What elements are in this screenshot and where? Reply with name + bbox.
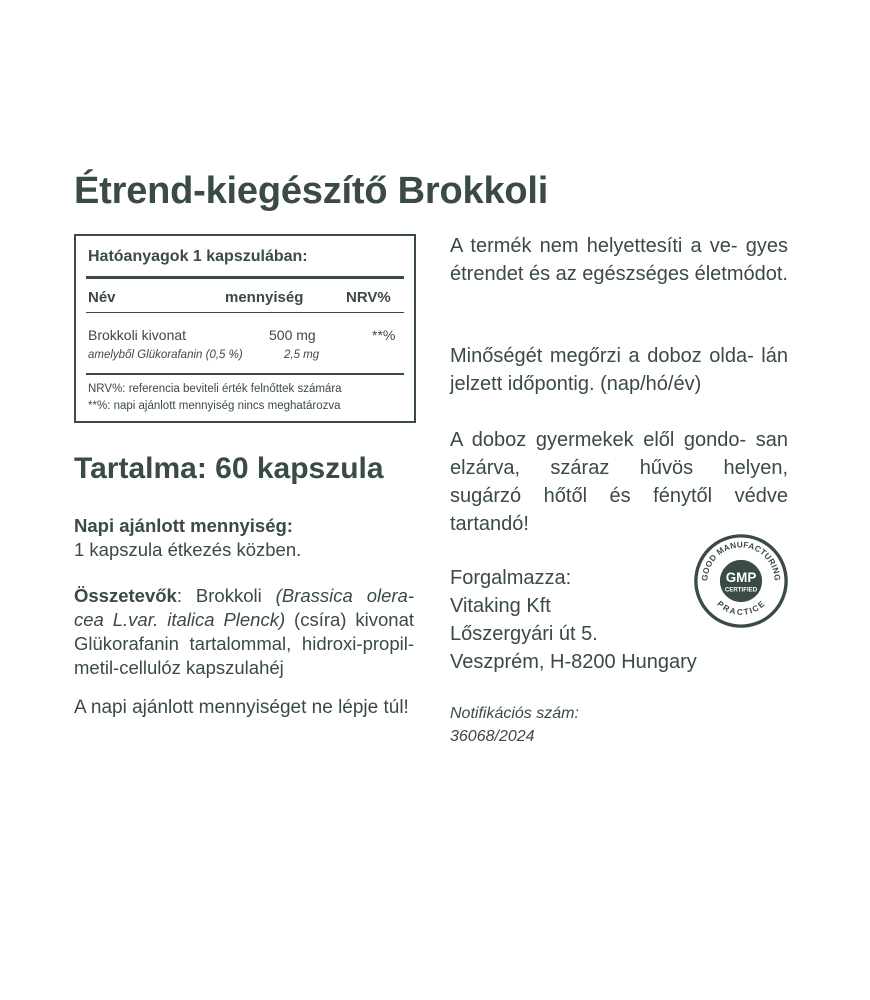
row-amount: 2,5 mg <box>284 349 320 361</box>
distributor-street: Lőszergyári út 5. <box>450 623 598 645</box>
gmp-certified-badge <box>693 533 789 629</box>
row-name: amelyből Glükorafanin (0,5 %) <box>88 349 243 361</box>
distributor-label: Forgalmazza: <box>450 567 572 589</box>
badge-ring-bottom-text: PRACTICE <box>715 599 767 617</box>
storage-date-note: Minőségét megőrzi a doboz olda- lán jelzett időpontig. (nap/hó/év) <box>450 345 788 395</box>
ingredients-sep: : Brokkoli <box>176 585 276 606</box>
storage-instructions: A doboz gyermekek elől gondo- san elzárva, száraz hűvös helyen, sugárzó hőtől és fénytől védve tartandó! <box>450 429 788 535</box>
nutrition-heading: Hatóanyagok 1 kapszulában: <box>88 248 308 265</box>
contents-heading: Tartalma: 60 kapszula <box>74 452 384 485</box>
distributor-name: Vitaking Kft <box>450 595 551 617</box>
badge-certified-text: CERTIFIED <box>724 586 758 594</box>
distributor-city: Veszprém, H-8200 Hungary <box>450 651 697 673</box>
page-title: Étrend-kiegészítő Brokkoli <box>74 170 549 212</box>
ingredients-rest: (csíra) kivonat Glükorafanin tartalommal, hidroxi-propil- metil-cellulóz kapszulahéj <box>74 609 414 678</box>
dose-warning: A napi ajánlott mennyiséget ne lépje túl! <box>74 697 409 718</box>
badge-ring-top-text: GOOD MANUFACTURING <box>700 540 782 582</box>
footnote: **%: napi ajánlott mennyiség nincs meghatározva <box>88 400 341 412</box>
divider <box>86 312 404 313</box>
footnote: NRV%: referencia beviteli érték felnőttek számára <box>88 383 342 395</box>
divider <box>86 373 404 375</box>
row-nrv: **% <box>372 327 396 343</box>
notification <box>450 702 788 748</box>
ingredients-label: Összetevők <box>74 585 177 606</box>
notification-label: Notifikációs szám: <box>450 705 579 722</box>
column-header-name: Név <box>88 289 116 306</box>
row-name: Brokkoli kivonat <box>88 327 187 343</box>
daily-dose-text: 1 kapszula étkezés közben. <box>74 539 302 560</box>
daily-dose <box>74 514 414 562</box>
ingredients <box>74 584 414 680</box>
divider <box>86 276 404 279</box>
lifestyle-note: A termék nem helyettesíti a ve- gyes étrendet és az egészséges életmódot. <box>450 235 788 285</box>
notification-number: 36068/2024 <box>450 728 535 745</box>
daily-dose-label: Napi ajánlott mennyiség: <box>74 515 293 536</box>
ingredients-latin: (Brassica olera- cea L.var. italica Plenck) <box>74 585 414 630</box>
row-amount: 500 mg <box>269 327 316 343</box>
nutrition-table <box>74 234 416 423</box>
column-header-nrv: NRV% <box>346 289 391 306</box>
badge-gmp-text: GMP <box>725 569 757 585</box>
column-header-amount: mennyiség <box>225 289 304 306</box>
